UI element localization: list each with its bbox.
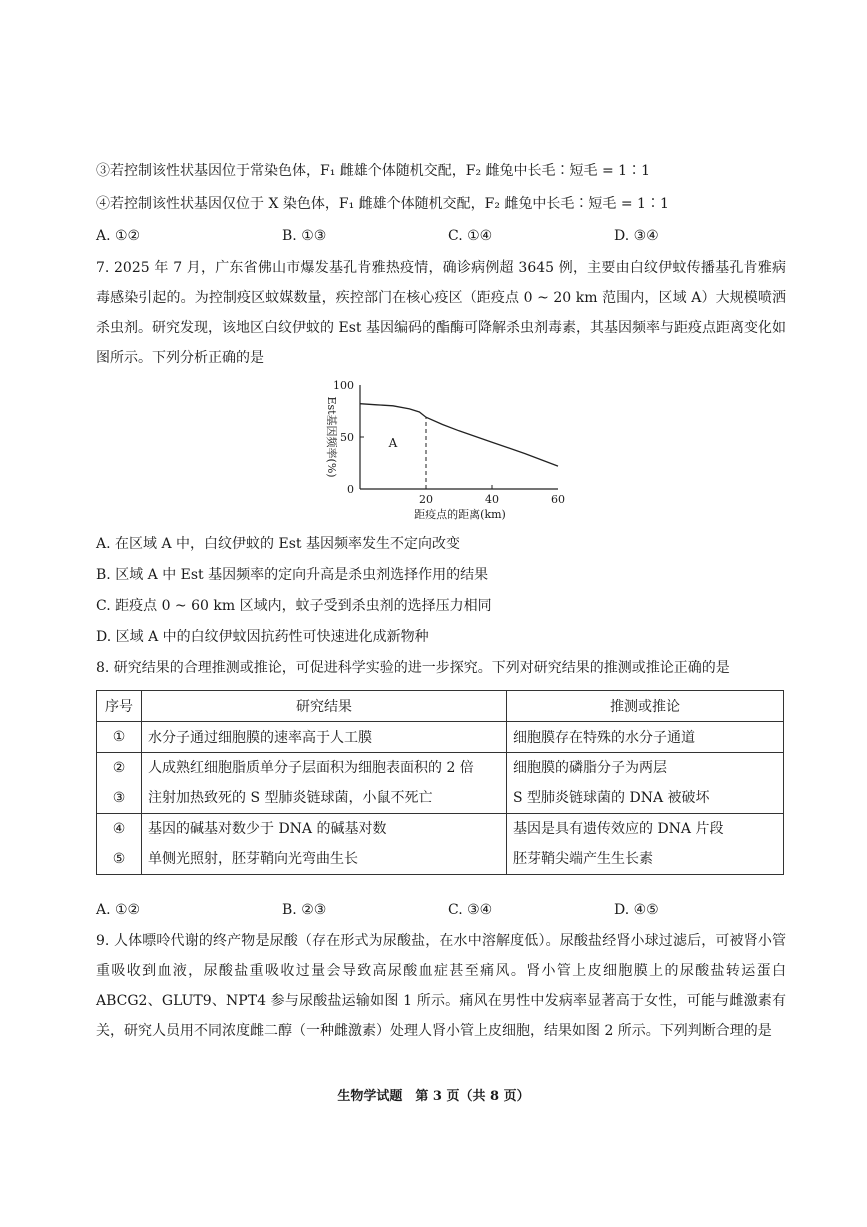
table-header-result: 研究结果: [142, 691, 507, 722]
q8-table: [96, 690, 784, 875]
row-index-group: [97, 753, 142, 814]
q6-option-d[interactable]: D. ③④: [614, 228, 659, 244]
row-index: ③: [112, 790, 126, 806]
row-result: 人成熟红细胞脂质单分子层面积为细胞表面积的 2 倍: [148, 760, 474, 776]
x-axis-label: 距疫点的距离(km): [414, 508, 506, 521]
y-tick-50: 50: [340, 431, 354, 444]
q7-stem: 7. 2025 年 7 月，广东省佛山市爆发基孔肯雅热疫情，确诊病例超 3645 例，主要由白纹伊蚊传播基孔肯雅病毒感染引起的。为控制疫区蚊媒数量，疾控部门在核心疫区（距疫点 0 ~ 20 km 范围内，区域 A）大规模喷洒杀虫剂。研究发现，该地区白纹伊蚊的 Est 基因编码的酯酶可降解杀虫剂毒素，其基因频率与距疫点距离变化如图所示。下列分析正确的是: [96, 260, 786, 366]
y-tick-0: 0: [347, 483, 354, 496]
q8-option-d[interactable]: D. ④⑤: [614, 902, 659, 918]
x-tick-60: 60: [551, 493, 565, 506]
y-axis-label: Est基因频率(%): [325, 396, 338, 478]
row-index: ⑤: [112, 851, 126, 867]
est-frequency-chart: [310, 375, 580, 525]
est-frequency-curve: [360, 404, 558, 466]
q8-options: [96, 900, 786, 920]
row-index: ①: [97, 722, 142, 753]
row-index: ④: [112, 821, 126, 837]
q6-option-b[interactable]: B. ①③: [282, 228, 327, 244]
q8-stem: 8. 研究结果的合理推测或推论，可促进科学实验的进一步探究。下列对研究结果的推测或推论正确的是: [96, 660, 730, 676]
q6-option-a[interactable]: A. ①②: [96, 228, 141, 244]
row-inference: 细胞膜的磷脂分子为两层: [513, 760, 667, 776]
x-tick-40: 40: [485, 493, 499, 506]
y-tick-100: 100: [333, 379, 354, 392]
q7-option-a[interactable]: A. 在区域 A 中，白纹伊蚊的 Est 基因频率发生不定向改变: [96, 536, 460, 552]
row-result: 水分子通过细胞膜的速率高于人工膜: [142, 722, 507, 753]
row-inference-group: [507, 753, 784, 814]
row-result: 注射加热致死的 S 型肺炎链球菌，小鼠不死亡: [148, 790, 433, 806]
region-a-label: A: [388, 436, 398, 450]
q8-option-c[interactable]: C. ③④: [448, 902, 493, 918]
q6-statement-3: ③若控制该性状基因位于常染色体，F₁ 雌雄个体随机交配，F₂ 雌兔中长毛∶短毛 = 1∶1: [96, 163, 650, 179]
q6-statement-4: ④若控制该性状基因仅位于 X 染色体，F₁ 雌雄个体随机交配，F₂ 雌兔中长毛∶短毛 = 1∶1: [96, 196, 669, 212]
row-result: 基因的碱基对数少于 DNA 的碱基对数: [148, 821, 387, 837]
page-footer: 生物学试题 第 3 页（共 8 页）: [337, 1089, 530, 1104]
q8-option-a[interactable]: A. ①②: [96, 902, 141, 918]
row-inference: 胚芽鞘尖端产生生长素: [513, 851, 653, 867]
row-inference: S 型肺炎链球菌的 DNA 被破坏: [513, 790, 710, 806]
row-inference-group: [507, 814, 784, 875]
table-row: [97, 722, 784, 753]
row-index: ②: [112, 760, 126, 776]
row-inference: 细胞膜存在特殊的水分子通道: [507, 722, 784, 753]
q7-chart: [310, 375, 580, 525]
table-row: [97, 753, 784, 814]
table-row: [97, 814, 784, 875]
q9-stem: 9. 人体嘌呤代谢的终产物是尿酸（存在形式为尿酸盐，在水中溶解度低）。尿酸盐经肾小球过滤后，可被肾小管重吸收到血液，尿酸盐重吸收过量会导致高尿酸血症甚至痛风。肾小管上皮细胞膜上的尿酸盐转运蛋白 ABCG2、GLUT9、NPT4 参与尿酸盐运输如图 1 所示。痛风在男性中发病率显著高于女性，可能与雌激素有关，研究人员用不同浓度雌二醇（一种雌激素）处理人肾小管上皮细胞，结果如图 2 所示。下列判断合理的是: [96, 933, 786, 1039]
q6-option-c[interactable]: C. ①④: [448, 228, 493, 244]
row-index-group: [97, 814, 142, 875]
table-header-index: 序号: [97, 691, 142, 722]
table-header-inference: 推测或推论: [507, 691, 784, 722]
q8-option-b[interactable]: B. ②③: [282, 902, 327, 918]
q6-options: [96, 226, 786, 246]
x-tick-20: 20: [419, 493, 433, 506]
row-inference: 基因是具有遗传效应的 DNA 片段: [513, 821, 724, 837]
row-result-group: [142, 814, 507, 875]
q7-option-d[interactable]: D. 区域 A 中的白纹伊蚊因抗药性可快速进化成新物种: [96, 629, 429, 645]
q7-option-b[interactable]: B. 区域 A 中 Est 基因频率的定向升高是杀虫剂选择作用的结果: [96, 567, 489, 583]
q7-option-c[interactable]: C. 距疫点 0 ~ 60 km 区域内，蚊子受到杀虫剂的选择压力相同: [96, 598, 492, 614]
row-result: 单侧光照射，胚芽鞘向光弯曲生长: [148, 851, 358, 867]
table-header-row: [97, 691, 784, 722]
row-result-group: [142, 753, 507, 814]
